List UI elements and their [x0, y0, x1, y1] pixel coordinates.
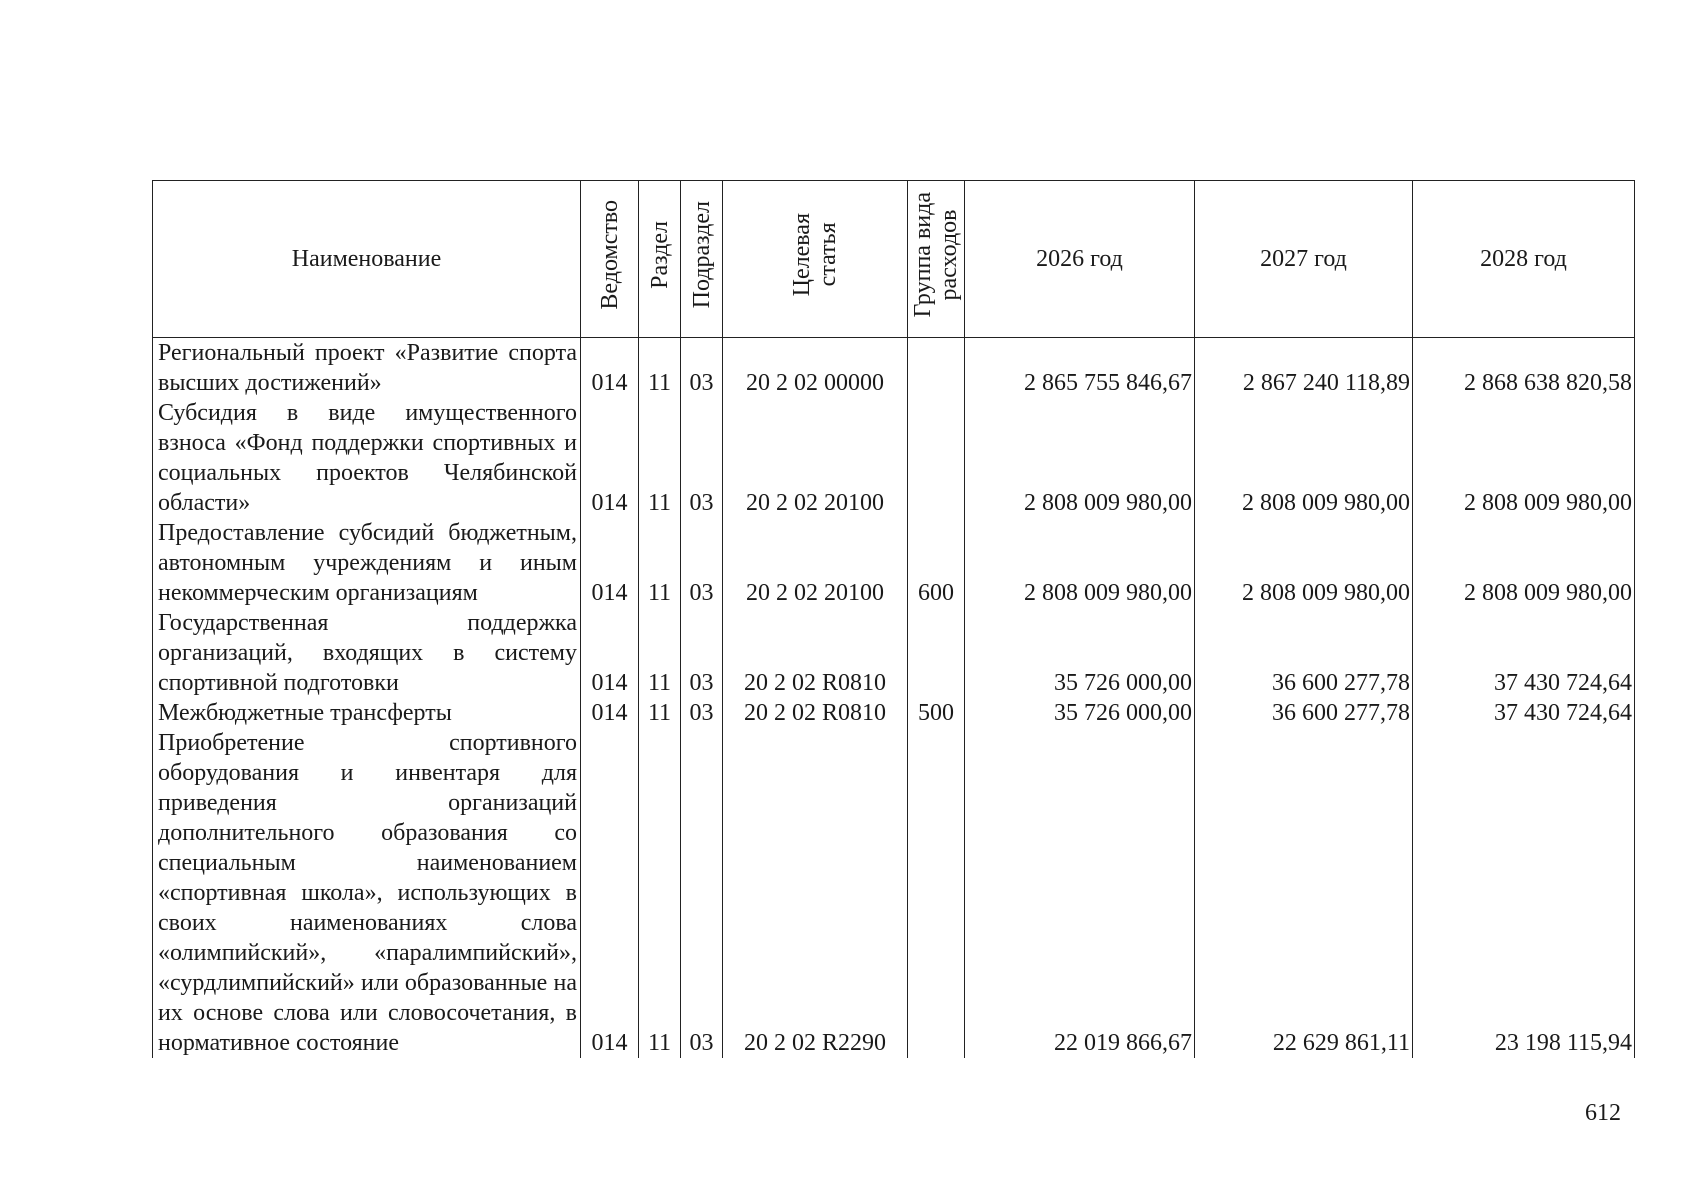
header-year-2028: [1413, 181, 1635, 338]
row-section: 11: [639, 698, 681, 728]
row-name: Государственная поддержка организаций, входящих в систему спортивной подготовки: [153, 608, 581, 698]
header-name-label: Наименование: [291, 246, 442, 272]
header-subsection-label: Подраздел: [688, 201, 715, 309]
row-section: 11: [639, 728, 681, 1058]
row-subsection: 03: [681, 518, 723, 608]
row-section: 11: [639, 338, 681, 399]
row-amount-2027: 36 600 277,78: [1195, 698, 1413, 728]
row-subsection: 03: [681, 398, 723, 518]
row-subsection: 03: [681, 728, 723, 1058]
table-row: [153, 398, 1635, 518]
table-row: [153, 728, 1635, 1058]
row-section: 11: [639, 518, 681, 608]
row-department: 014: [581, 398, 639, 518]
row-expense-group: [908, 728, 965, 1058]
row-expense-group: 500: [908, 698, 965, 728]
row-amount-2028: 2 808 009 980,00: [1413, 398, 1635, 518]
header-year-2028-label: 2028 год: [1480, 246, 1567, 272]
row-amount-2026: 22 019 866,67: [965, 728, 1195, 1058]
table-row: [153, 608, 1635, 698]
row-section: 11: [639, 398, 681, 518]
row-amount-2028: 23 198 115,94: [1413, 728, 1635, 1058]
page-number: 612: [1585, 1100, 1621, 1126]
header-year-2026: [965, 181, 1195, 338]
row-subsection: 03: [681, 608, 723, 698]
header-name: [153, 181, 581, 338]
row-expense-group: 600: [908, 518, 965, 608]
header-year-2026-label: 2026 год: [1036, 246, 1123, 272]
row-department: 014: [581, 728, 639, 1058]
row-amount-2026: 2 808 009 980,00: [965, 398, 1195, 518]
row-target-item: 20 2 02 R0810: [723, 608, 908, 698]
row-amount-2026: 2 865 755 846,67: [965, 338, 1195, 399]
row-target-item: 20 2 02 00000: [723, 338, 908, 399]
row-amount-2027: 36 600 277,78: [1195, 608, 1413, 698]
row-name: Предоставление субсидий бюджетным, автономным учреждениям и иным некоммерческим организациям: [153, 518, 581, 608]
row-name: Межбюджетные трансферты: [153, 698, 581, 728]
row-department: 014: [581, 698, 639, 728]
row-expense-group: [908, 608, 965, 698]
row-target-item: 20 2 02 20100: [723, 518, 908, 608]
table-row: [153, 518, 1635, 608]
row-amount-2026: 35 726 000,00: [965, 608, 1195, 698]
row-amount-2027: 2 808 009 980,00: [1195, 518, 1413, 608]
header-year-2027: [1195, 181, 1413, 338]
row-expense-group: [908, 338, 965, 399]
row-amount-2027: 22 629 861,11: [1195, 728, 1413, 1058]
row-section: 11: [639, 608, 681, 698]
row-target-item: 20 2 02 20100: [723, 398, 908, 518]
header-target-item-label: Целевая статья: [789, 213, 841, 297]
row-department: 014: [581, 608, 639, 698]
row-amount-2028: 37 430 724,64: [1413, 698, 1635, 728]
row-subsection: 03: [681, 338, 723, 399]
header-section-label: Раздел: [646, 221, 673, 289]
row-name: Приобретение спортивного оборудования и инвентаря для приведения организаций дополнительного образования со специальным наименованием «спортивная школа», использующих в своих наименованиях слова «олимпийский», «паралимпийский», «сурдлимпийский» или образованные на их основе слова или словосочетания, в нормативное состояние: [153, 728, 581, 1058]
header-section: [639, 181, 681, 338]
row-subsection: 03: [681, 698, 723, 728]
table-header: [153, 181, 1635, 338]
header-expense-group: [908, 181, 965, 338]
row-name: Региональный проект «Развитие спорта высших достижений»: [153, 338, 581, 399]
header-department: [581, 181, 639, 338]
row-amount-2026: 35 726 000,00: [965, 698, 1195, 728]
row-department: 014: [581, 518, 639, 608]
header-expense-group-label: Группа вида расходов: [910, 192, 962, 318]
row-department: 014: [581, 338, 639, 399]
row-amount-2026: 2 808 009 980,00: [965, 518, 1195, 608]
table-body: [153, 338, 1635, 1059]
header-year-2027-label: 2027 год: [1260, 246, 1347, 272]
header-row: [153, 181, 1635, 338]
budget-table: [152, 180, 1635, 1058]
row-amount-2028: 37 430 724,64: [1413, 608, 1635, 698]
row-target-item: 20 2 02 R0810: [723, 698, 908, 728]
row-name: Субсидия в виде имущественного взноса «Фонд поддержки спортивных и социальных проектов Челябинской области»: [153, 398, 581, 518]
budget-document: [152, 180, 1634, 1058]
row-target-item: 20 2 02 R2290: [723, 728, 908, 1058]
header-target-item: [723, 181, 908, 338]
row-amount-2028: 2 868 638 820,58: [1413, 338, 1635, 399]
header-subsection: [681, 181, 723, 338]
row-amount-2027: 2 867 240 118,89: [1195, 338, 1413, 399]
table-row: [153, 698, 1635, 728]
row-amount-2027: 2 808 009 980,00: [1195, 398, 1413, 518]
header-department-label: Ведомство: [596, 200, 623, 310]
row-expense-group: [908, 398, 965, 518]
table-row: [153, 338, 1635, 399]
row-amount-2028: 2 808 009 980,00: [1413, 518, 1635, 608]
